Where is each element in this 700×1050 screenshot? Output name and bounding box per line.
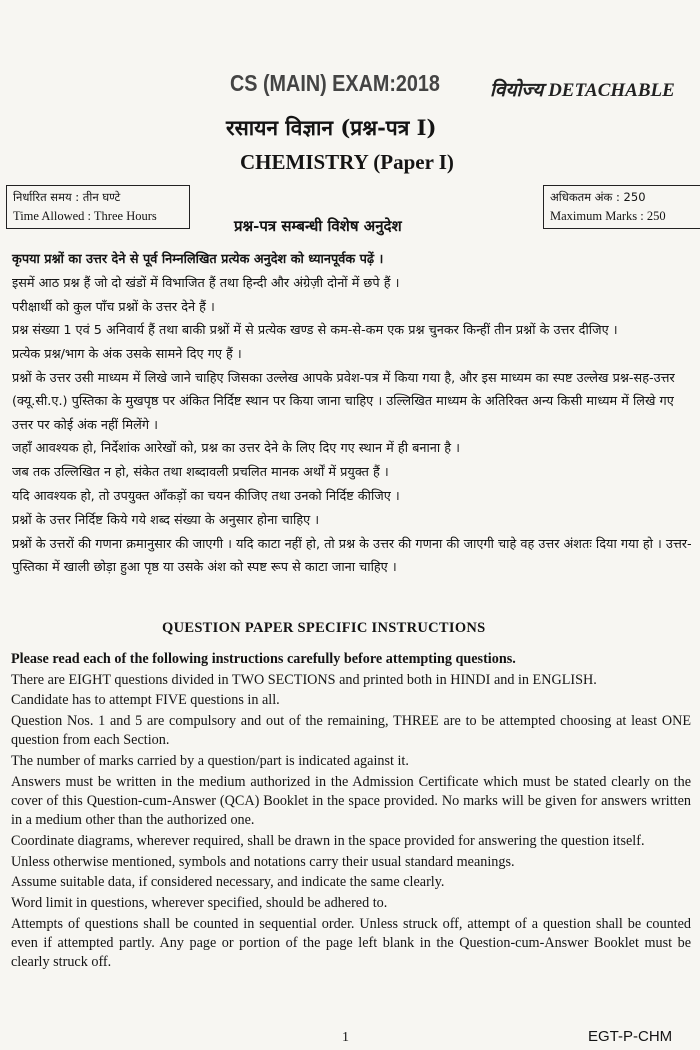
hindi-instruction-item: प्रत्येक प्रश्न/भाग के अंक उसके सामने दिए गए हैं । (12, 347, 242, 363)
detachable-label: वियोज्य DETACHABLE (490, 80, 675, 101)
english-instructions-title: QUESTION PAPER SPECIFIC INSTRUCTIONS (162, 620, 486, 636)
hindi-instruction-item: यदि आवश्यक हो, तो उपयुक्त आँकड़ों का चयन कीजिए तथा उनको निर्दिष्ट कीजिए । (12, 488, 400, 504)
english-instruction-item: Attempts of questions shall be counted in sequential order. Unless struck off, attempt of a question shall be counted even if attempted partly. Any page or portion of the page left blank in the Question-cum-Answer Booklet must be clearly struck off. (11, 915, 691, 971)
english-instruction-item: Coordinate diagrams, wherever required, shall be drawn in the space provided for answering the question itself. (11, 832, 645, 849)
english-instruction-item: Please read each of the following instructions carefully before attempting questions. (11, 651, 516, 667)
exam-title: CS (MAIN) EXAM:2018 (230, 70, 440, 96)
hindi-instructions-list (12, 248, 694, 580)
maximum-marks-english: Maximum Marks : 250 (550, 209, 666, 223)
hindi-instruction-item: प्रश्नों के उत्तर निर्दिष्ट किये गये शब्द संख्या के अनुसार होना चाहिए । (12, 512, 320, 528)
time-allowed-box (6, 185, 190, 229)
hindi-instruction-item: जहाँ आवश्यक हो, निर्देशांक आरेखों को, प्रश्न का उत्तर देने के लिए दिए गए स्थान में ही बनाना है । (12, 441, 460, 457)
paper-code: EGT-P-CHM (588, 1028, 673, 1045)
time-allowed-hindi: निर्धारित समय : तीन घण्टे (13, 190, 121, 204)
english-instruction-item: Candidate has to attempt FIVE questions in all. (11, 692, 280, 709)
english-instruction-item: Answers must be written in the medium authorized in the Admission Certificate which must be stated clearly on the cover of this Question-cum-Answer (QCA) Booklet in the space provided. No marks will be given for answers written in a medium other than the authorized one. (11, 773, 691, 829)
hindi-instruction-item: प्रश्न संख्या 1 एवं 5 अनिवार्य हैं तथा बाकी प्रश्नों में से प्रत्येक खण्ड से कम-से-कम एक प्रश्न चुनकर किन्हीं तीन प्रश्नों के उत्तर दीजिए । (12, 323, 618, 339)
hindi-instruction-item: परीक्षार्थी को कुल पाँच प्रश्नों के उत्तर देने हैं । (12, 299, 215, 315)
hindi-instruction-item: प्रश्नों के उत्तरों की गणना क्रमानुसार की जाएगी । यदि काटा नहीं हो, तो प्रश्न के उत्तर की गणना की जाएगी चाहे वह उत्तर अंशतः दिया गया हो । उत्तर-पुस्तिका में खाली छोड़ा हुआ पृष्ठ या उसके अंश को स्पष्ट रूप से काटा जाना चाहिए । (12, 536, 692, 575)
hindi-instruction-item: कृपया प्रश्नों का उत्तर देने से पूर्व निम्नलिखित प्रत्येक अनुदेश को ध्यानपूर्वक पढ़ें । (12, 252, 384, 267)
subject-title-english: CHEMISTRY (Paper I) (240, 150, 454, 174)
page-number: 1 (342, 1030, 349, 1045)
hindi-instruction-item: जब तक उल्लिखित न हो, संकेत तथा शब्दावली प्रचलित मानक अर्थों में प्रयुक्त हैं । (12, 465, 389, 481)
english-instruction-item: There are EIGHT questions divided in TWO SECTIONS and printed both in HINDI and in ENGLISH. (11, 671, 597, 688)
maximum-marks-hindi: अधिकतम अंक : 250 (550, 190, 646, 204)
english-instruction-item: Word limit in questions, wherever specified, should be adhered to. (11, 894, 388, 911)
hindi-instruction-item: प्रश्नों के उत्तर उसी माध्यम में लिखे जाने चाहिए जिसका उल्लेख आपके प्रवेश-पत्र में किया गया है, और इस माध्यम का स्पष्ट उल्लेख प्रश्न-सह-उत्तर (क्यू.सी.ए.) पुस्तिका के मुखपृष्ठ पर अंकित निर्दिष्ट स्थान पर किया जाना चाहिए । उल्लिखित माध्यम के अतिरिक्त अन्य किसी माध्यम में लिखे गए उत्तर पर कोई अंक नहीं मिलेंगे । (12, 370, 675, 433)
english-instruction-item: The number of marks carried by a question/part is indicated against it. (11, 753, 409, 770)
hindi-instruction-item: इसमें आठ प्रश्न हैं जो दो खंडों में विभाजित हैं तथा हिन्दी और अंग्रेज़ी दोनों में छपे हैं । (12, 275, 400, 291)
time-allowed-english: Time Allowed : Three Hours (13, 209, 157, 223)
maximum-marks-box (543, 185, 700, 229)
english-instruction-item: Assume suitable data, if considered necessary, and indicate the same clearly. (11, 874, 445, 891)
english-instructions-list (11, 650, 691, 974)
subject-title-hindi: रसायन विज्ञान (प्रश्न-पत्र I) (226, 115, 437, 140)
hindi-instructions-title: प्रश्न-पत्र सम्बन्धी विशेष अनुदेश (234, 217, 402, 235)
english-instruction-item: Question Nos. 1 and 5 are compulsory and out of the remaining, THREE are to be attempted choosing at least ONE question from each Section. (11, 713, 691, 749)
english-instruction-item: Unless otherwise mentioned, symbols and notations carry their usual standard meanings. (11, 853, 515, 870)
